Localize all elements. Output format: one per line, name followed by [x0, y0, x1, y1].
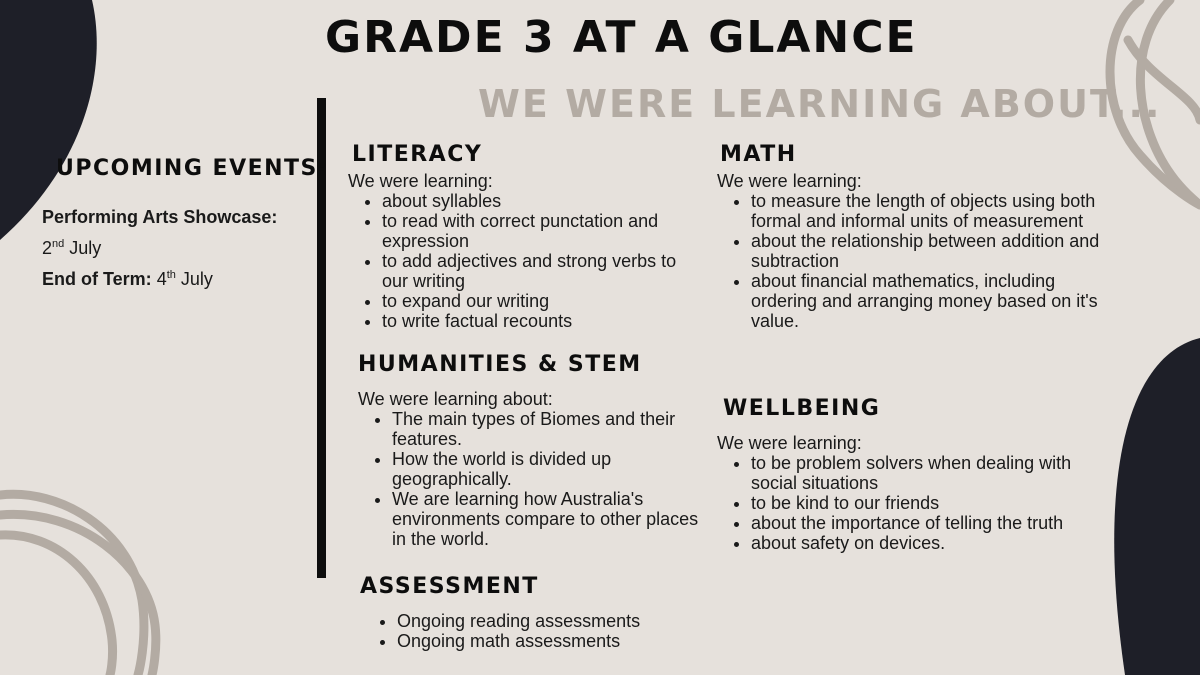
humanities-heading: HUMANITIES & STEM — [358, 352, 642, 377]
list-item: • to write factual recounts — [382, 311, 698, 331]
list-item: • about the relationship between addition and subtraction — [751, 231, 1117, 271]
event-day: 4 — [156, 269, 167, 289]
literacy-heading: LITERACY — [352, 142, 483, 167]
list-item: • about the importance of telling the truth — [751, 513, 1117, 533]
wellbeing-list — [717, 453, 1117, 553]
literacy-intro: We were learning: — [348, 171, 493, 191]
list-item: • to be problem solvers when dealing with social situations — [751, 453, 1117, 493]
assessment-heading: ASSESSMENT — [360, 574, 539, 599]
list-item: • about safety on devices. — [751, 533, 1117, 553]
list-item: • to add adjectives and strong verbs to our writing — [382, 251, 698, 291]
list-item: • Ongoing math assessments — [397, 631, 700, 651]
page-title: GRADE 3 AT A GLANCE — [325, 12, 918, 63]
events-heading: UPCOMING EVENTS: — [56, 156, 329, 181]
list-item: • about financial mathematics, including ordering and arranging money based on it's value. — [751, 271, 1117, 331]
event-item-showcase — [42, 204, 277, 262]
list-item: • to measure the length of objects using both formal and informal units of measurement — [751, 191, 1117, 231]
event-day-suffix: th — [166, 269, 176, 281]
literacy-section — [348, 142, 698, 331]
list-item: • about syllables — [382, 191, 698, 211]
event-day: 2 — [42, 238, 53, 258]
humanities-section — [358, 352, 703, 549]
literacy-list — [348, 191, 698, 331]
math-heading: MATH — [720, 142, 797, 167]
event-name: End of Term: — [42, 269, 152, 289]
event-name: Performing Arts Showcase: — [42, 207, 278, 227]
assessment-list — [360, 611, 700, 651]
math-intro: We were learning: — [717, 171, 862, 191]
dark-blob-bottom-right — [1114, 338, 1200, 675]
page-subtitle: WE WERE LEARNING ABOUT... — [478, 82, 1162, 126]
event-item-end-of-term — [42, 262, 277, 293]
wellbeing-heading: WELLBEING — [723, 396, 881, 421]
humanities-intro: We were learning about: — [358, 389, 553, 409]
list-item: • How the world is divided up geographically. — [392, 449, 703, 489]
wellbeing-intro: We were learning: — [717, 433, 862, 453]
humanities-list — [358, 409, 703, 549]
events-list — [42, 204, 277, 293]
list-item: • The main types of Biomes and their features. — [392, 409, 703, 449]
event-day-suffix: nd — [52, 238, 65, 250]
math-section — [717, 142, 1117, 331]
list-item: • to read with correct punctation and expression — [382, 211, 698, 251]
wellbeing-section — [717, 396, 1117, 553]
list-item: • We are learning how Australia's environments compare to other places in the world. — [392, 489, 703, 549]
math-list — [717, 191, 1117, 331]
assessment-section — [360, 574, 700, 651]
event-date — [42, 231, 277, 262]
event-month: July — [180, 269, 213, 289]
event-month: July — [69, 238, 102, 258]
list-item: • to expand our writing — [382, 291, 698, 311]
list-item: • Ongoing reading assessments — [397, 611, 700, 631]
list-item: • to be kind to our friends — [751, 493, 1117, 513]
scribble-loops-bottom-left — [0, 494, 156, 675]
